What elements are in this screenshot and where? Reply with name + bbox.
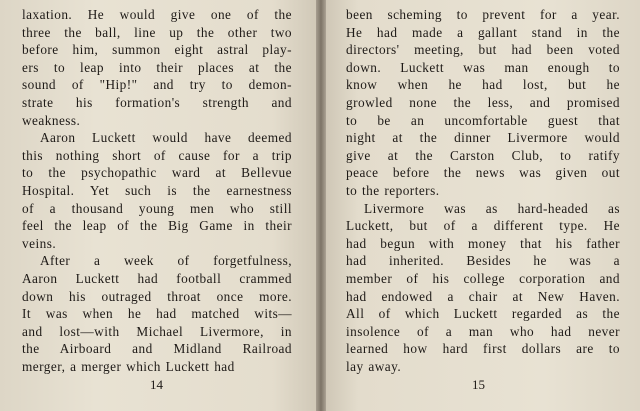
text-line: growled none the less, and promised <box>346 94 620 110</box>
text-line: directors' meeting, but had been voted <box>346 42 620 58</box>
text-line: Hospital. Yet such is the earnestness <box>22 182 292 198</box>
text-line: strate his formation's strength and <box>22 94 292 110</box>
text-line: been scheming to prevent for a year. <box>346 7 620 22</box>
text-line: Aaron Luckett had football crammed <box>22 270 292 286</box>
text-line: had endowed a chair at New Haven. <box>346 288 620 304</box>
text-line: weakness. <box>22 112 81 128</box>
text-line: lay away. <box>346 358 402 374</box>
right-page-text <box>346 6 620 375</box>
text-line: insolence of a man who had never <box>346 323 620 339</box>
text-line: All of which Luckett regarded as the <box>346 306 620 322</box>
text-line: before him, summon eight astral play- <box>22 42 292 58</box>
left-page-text <box>22 6 292 375</box>
text-line: feel the leap of the Big Game in their <box>22 218 292 234</box>
text-line: the Airboard and Midland Railroad <box>22 341 292 357</box>
right-page-number: 15 <box>472 377 485 392</box>
text-line: veins. <box>22 235 57 251</box>
text-line: to the psychopathic ward at Bellevue <box>22 165 292 181</box>
text-line: of a thousand young men who still <box>22 200 292 216</box>
text-line: Aaron Luckett would have deemed <box>40 130 292 146</box>
text-line: give at the Carston Club, to ratify <box>346 147 620 163</box>
text-line: had inherited. Besides he was a <box>346 253 620 269</box>
left-page-number: 14 <box>150 377 163 392</box>
text-line: know when he had lost, but he <box>346 77 620 93</box>
text-line: Luckett, but of a different type. He <box>346 218 620 234</box>
text-line: merger, a merger which Luckett had <box>22 358 235 374</box>
text-line: learned how hard first dollars are to <box>346 341 620 357</box>
text-line: and lost—with Michael Livermore, in <box>22 323 292 339</box>
text-line: peace before the news was given out <box>346 165 620 181</box>
text-line: After a week of forgetfulness, <box>40 253 292 269</box>
text-line: this nothing short of cause for a trip <box>22 147 292 163</box>
text-line: night at the dinner Livermore would <box>346 130 620 146</box>
text-line: had begun with money that his father <box>346 235 620 251</box>
text-line: sound of "Hip!" and try to demon- <box>22 77 292 93</box>
text-line: down. Luckett was man enough to <box>346 59 620 75</box>
text-line: down his outraged throat once more. <box>22 288 292 304</box>
text-line: Livermore was as hard-headed as <box>364 200 620 216</box>
text-line: He had made a gallant stand in the <box>346 24 620 40</box>
text-line: ers to leap into their places at the <box>22 59 292 75</box>
text-line: member of his college corporation and <box>346 270 620 286</box>
text-line: three the ball, line up the other two <box>22 24 292 40</box>
right-page <box>320 0 640 411</box>
book-gutter <box>316 0 326 411</box>
text-line: to be an uncomfortable guest that <box>346 112 620 128</box>
text-line: laxation. He would give one of the <box>22 7 292 22</box>
text-line: It was when he had matched wits— <box>22 306 292 322</box>
text-line: to the reporters. <box>346 182 440 198</box>
